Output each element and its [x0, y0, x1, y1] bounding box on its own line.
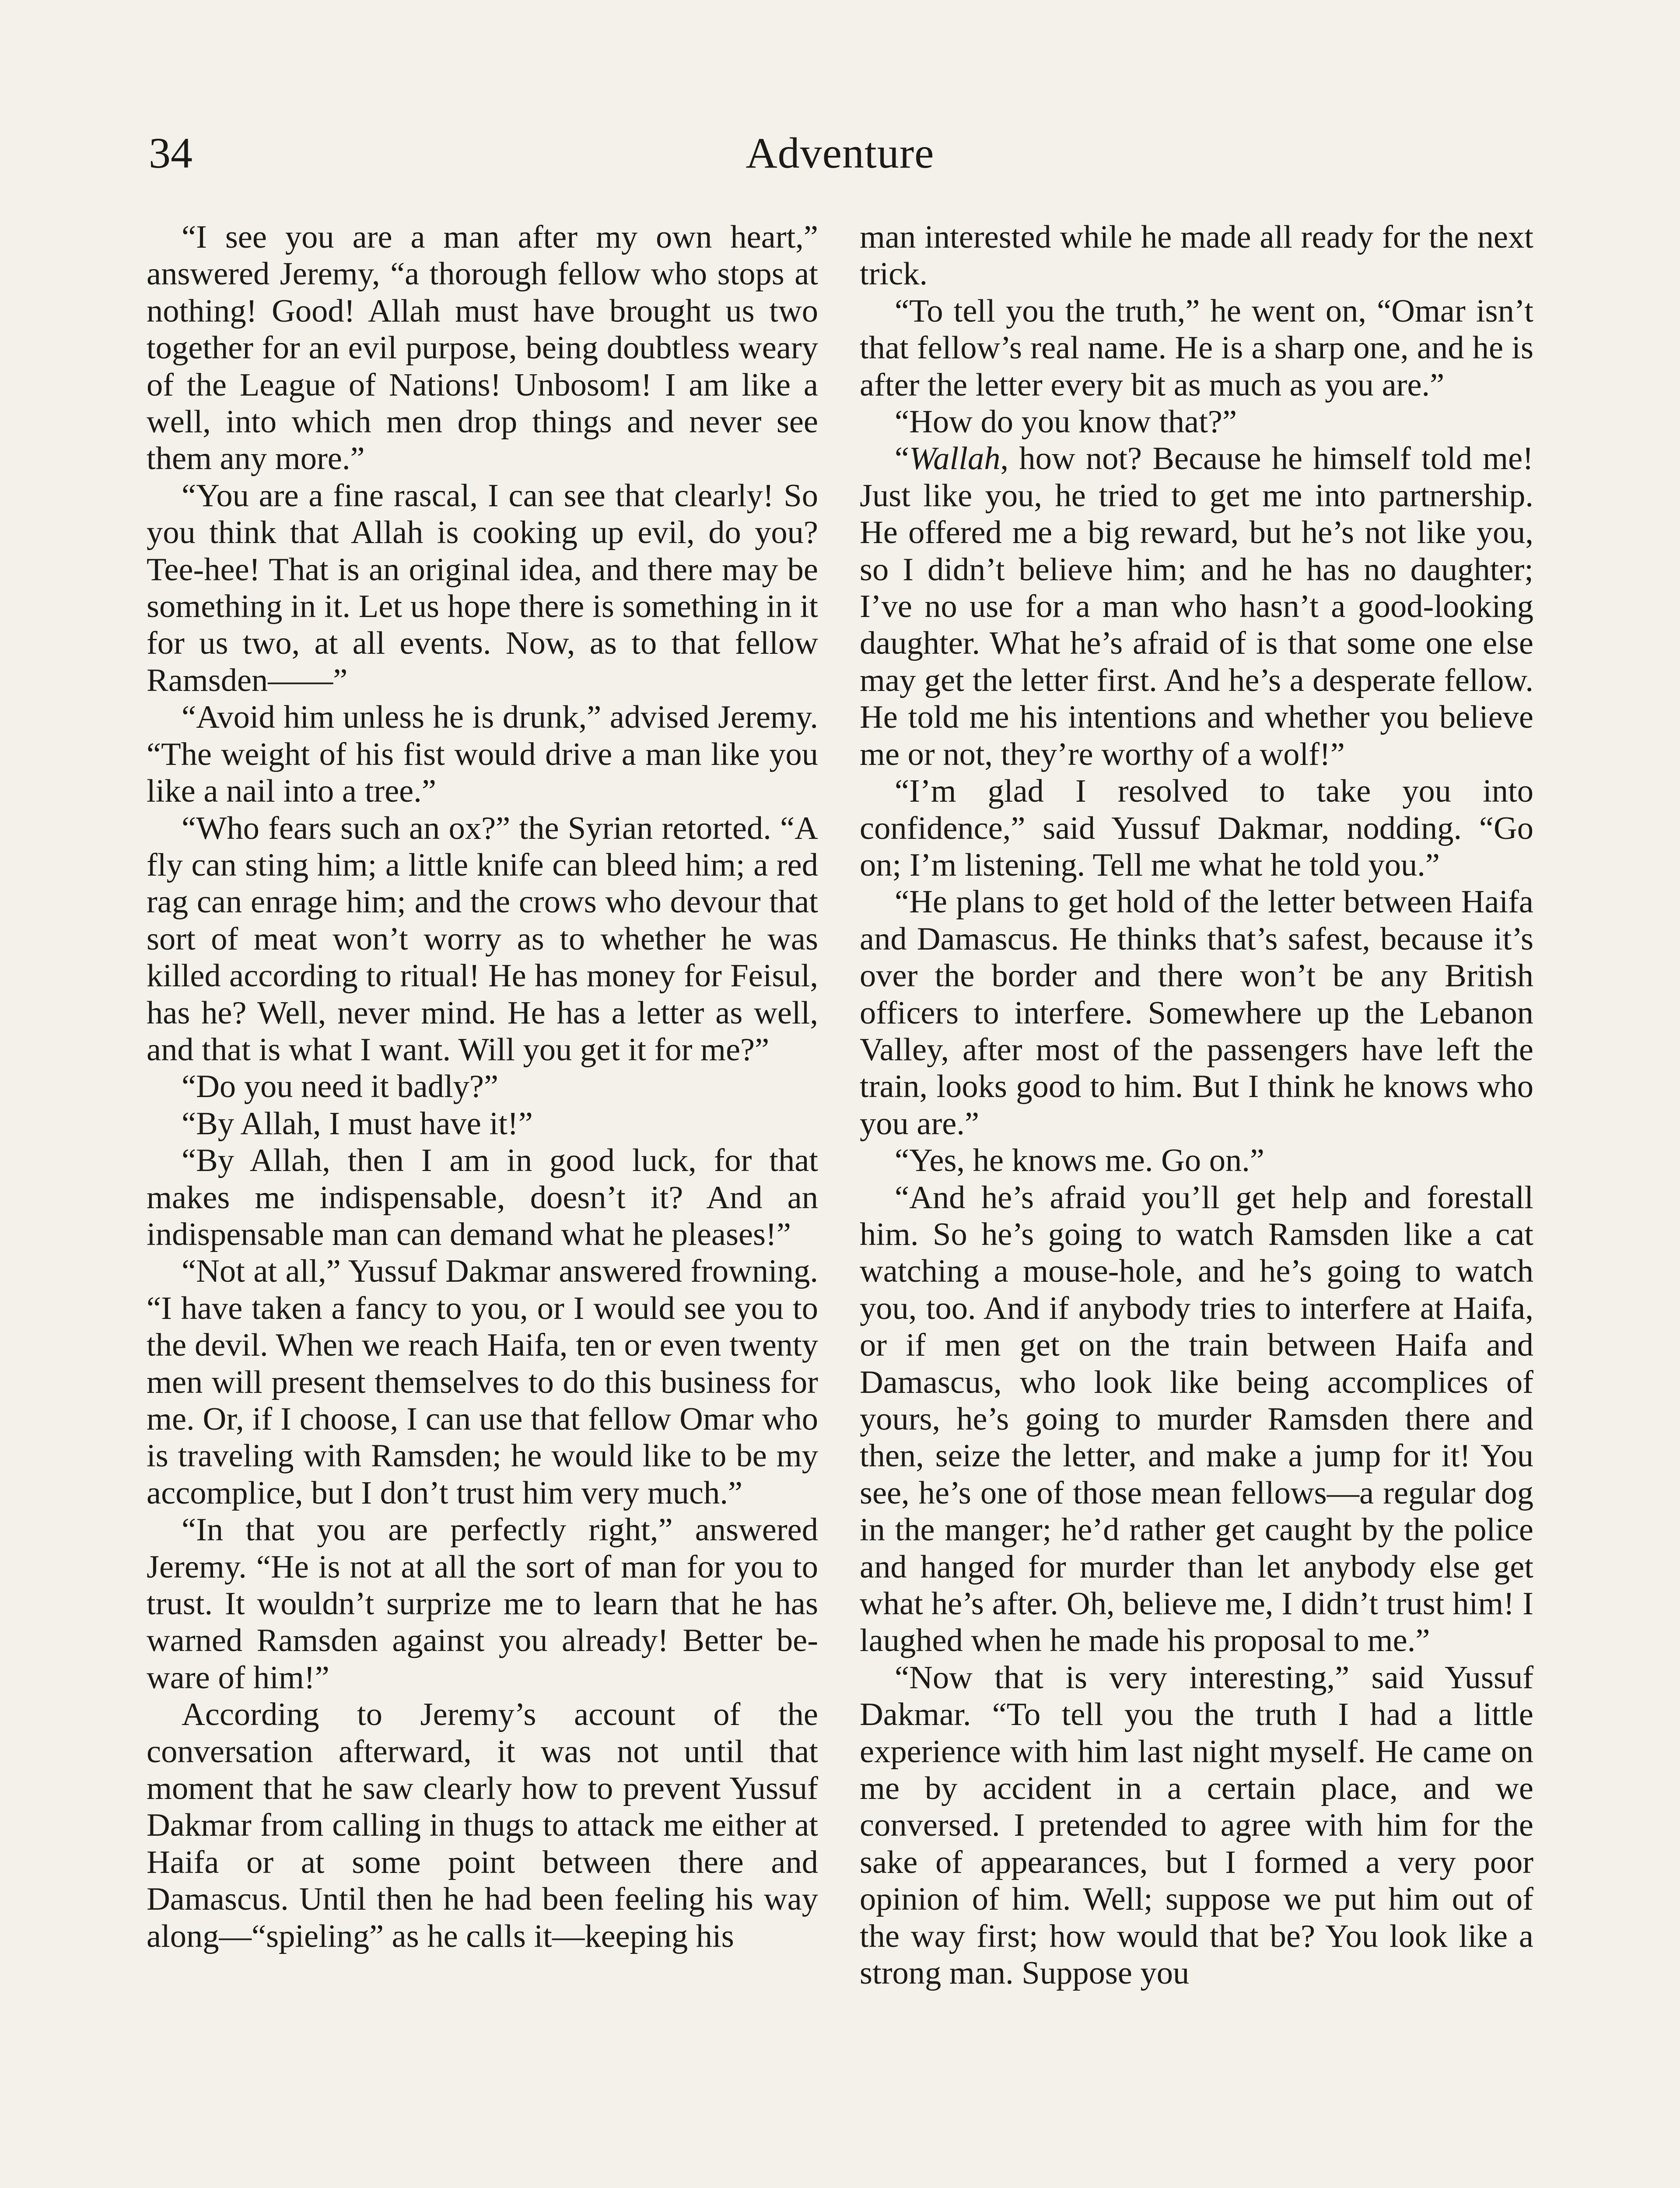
left-column — [147, 219, 818, 1955]
page-number: 34 — [149, 129, 192, 177]
paragraph: “And he’s afraid you’ll get help and forestall him. So he’s going to watch Ramsden like a cat watching a mouse-hole, and he’s going to watch you, too. And if anybody tries to interfere at Haifa, or if men get on the train between Haifa and Damascus, who look like being accomplices of yours, he’s going to murder Ramsden there and then, seize the letter, and make a jump for it! You see, he’s one of those mean fellows—a regular dog in the manger; he’d rather get caught by the police and hanged for murder than let anybody else get what he’s after. Oh, believe me, I didn’t trust him! I laughed when he made his proposal to me.” — [860, 1179, 1533, 1659]
paragraph: “I see you are a man after my own heart,” answered Jeremy, “a thorough fellow who stops at nothing! Good! Allah must have brought us two together for an evil purpose, being doubtless weary of the League of Nations! Unbosom! I am like a well, into which men drop things and never see them any more.” — [147, 219, 818, 477]
paragraph: “Who fears such an ox?” the Syrian retorted. “A fly can sting him; a little knife can bleed him; a red rag can enrage him; and the crows who devour that sort of meat won’t worry as to whether he was killed according to ritual! He has money for Feisul, has he? Well, never mind. He has a letter as well, and that is what I want. Will you get it for me?” — [147, 810, 818, 1068]
paragraph: “Yes, he knows me. Go on.” — [895, 1143, 1264, 1179]
paragraph: “Now that is very interesting,” said Yussuf Dakmar. “To tell you the truth I had a little experience with him last night myself. He came on me by accident in a certain place, and we conversed. I pretended to agree with him for the sake of appearances, but I formed a very poor opinion of him. Well; suppose we put him out of the way first; how would that be? You look like a strong man. Suppose you — [860, 1659, 1533, 1992]
paragraph: “In that you are perfectly right,” answered Jeremy. “He is not at all the sort of man for you to trust. It wouldn’t surprize me to learn that he has warned Ramsden against you already! Better beware of him!” — [147, 1512, 818, 1696]
paragraph: “Avoid him unless he is drunk,” advised Jeremy. “The weight of his fist would drive a man like you like a nail into a tree.” — [147, 699, 818, 810]
paragraph-continued: man interested while he made all ready for the next trick. — [860, 219, 1533, 292]
paragraph: “You are a fine rascal, I can see that clearly! So you think that Allah is cooking up evil, do you? Tee-hee! That is an original idea, and there may be something in it. Let us hope there is something in it for us two, at all events. Now, as to that fellow Ramsden——” — [147, 477, 818, 698]
paragraph: “Do you need it badly?” — [182, 1069, 499, 1105]
italic-word: Wallah — [909, 441, 1001, 477]
paragraph: “By Allah, then I am in good luck, for that makes me indispensable, doesn’t it? And an indispensable man can demand what he pleases!” — [147, 1143, 818, 1252]
paragraph: “I’m glad I resolved to take you into confidence,” said Yussuf Dakmar, nodding. “Go on; I’m listening. Tell me what he told you.” — [860, 773, 1533, 883]
paragraph: “To tell you the truth,” he went on, “Omar isn’t that fellow’s real name. He is a sharp one, and he is after the letter every bit as much as you are.” — [860, 293, 1533, 403]
paragraph: “Wallah, how not? Because he himself told me! Just like you, he tried to get me into partnership. He offered me a big reward, but he’s not like you, so I didn’t believe him; and he has no daughter; I’ve no use for a man who hasn’t a good-looking daughter. What he’s afraid of is that some one else may get the letter first. And he’s a desperate fellow. He told me his intentions and whether you believe me or not, they’re worthy of a wolf!” — [860, 441, 1533, 772]
paragraph: “By Allah, I must have it!” — [182, 1105, 533, 1142]
paragraph: “How do you know that?” — [895, 404, 1237, 440]
right-column — [860, 219, 1533, 1992]
running-head: Adventure — [746, 129, 934, 177]
paragraph: “He plans to get hold of the letter between Haifa and Damascus. He thinks that’s safest, because it’s over the border and there won’t be any British officers to interfere. Somewhere up the Lebanon Valley, after most of the passengers have left the train, looks good to him. But I think he knows who you are.” — [860, 884, 1533, 1142]
paragraph: According to Jeremy’s account of the conversation afterward, it was not until that moment that he saw clearly how to prevent Yussuf Dakmar from calling in thugs to attack me either at Haifa or at some point between there and Damascus. Until then he had been feeling his way along—“spieling” as he calls it—keeping his — [147, 1697, 818, 1954]
paragraph: “Not at all,” Yussuf Dakmar answered frowning. “I have taken a fancy to you, or I would see you to the devil. When we reach Haifa, ten or even twenty men will present themselves to do this business for me. Or, if I choose, I can use that fellow Omar who is traveling with Ramsden; he would like to be my accomplice, but I don’t trust him very much.” — [147, 1253, 818, 1511]
